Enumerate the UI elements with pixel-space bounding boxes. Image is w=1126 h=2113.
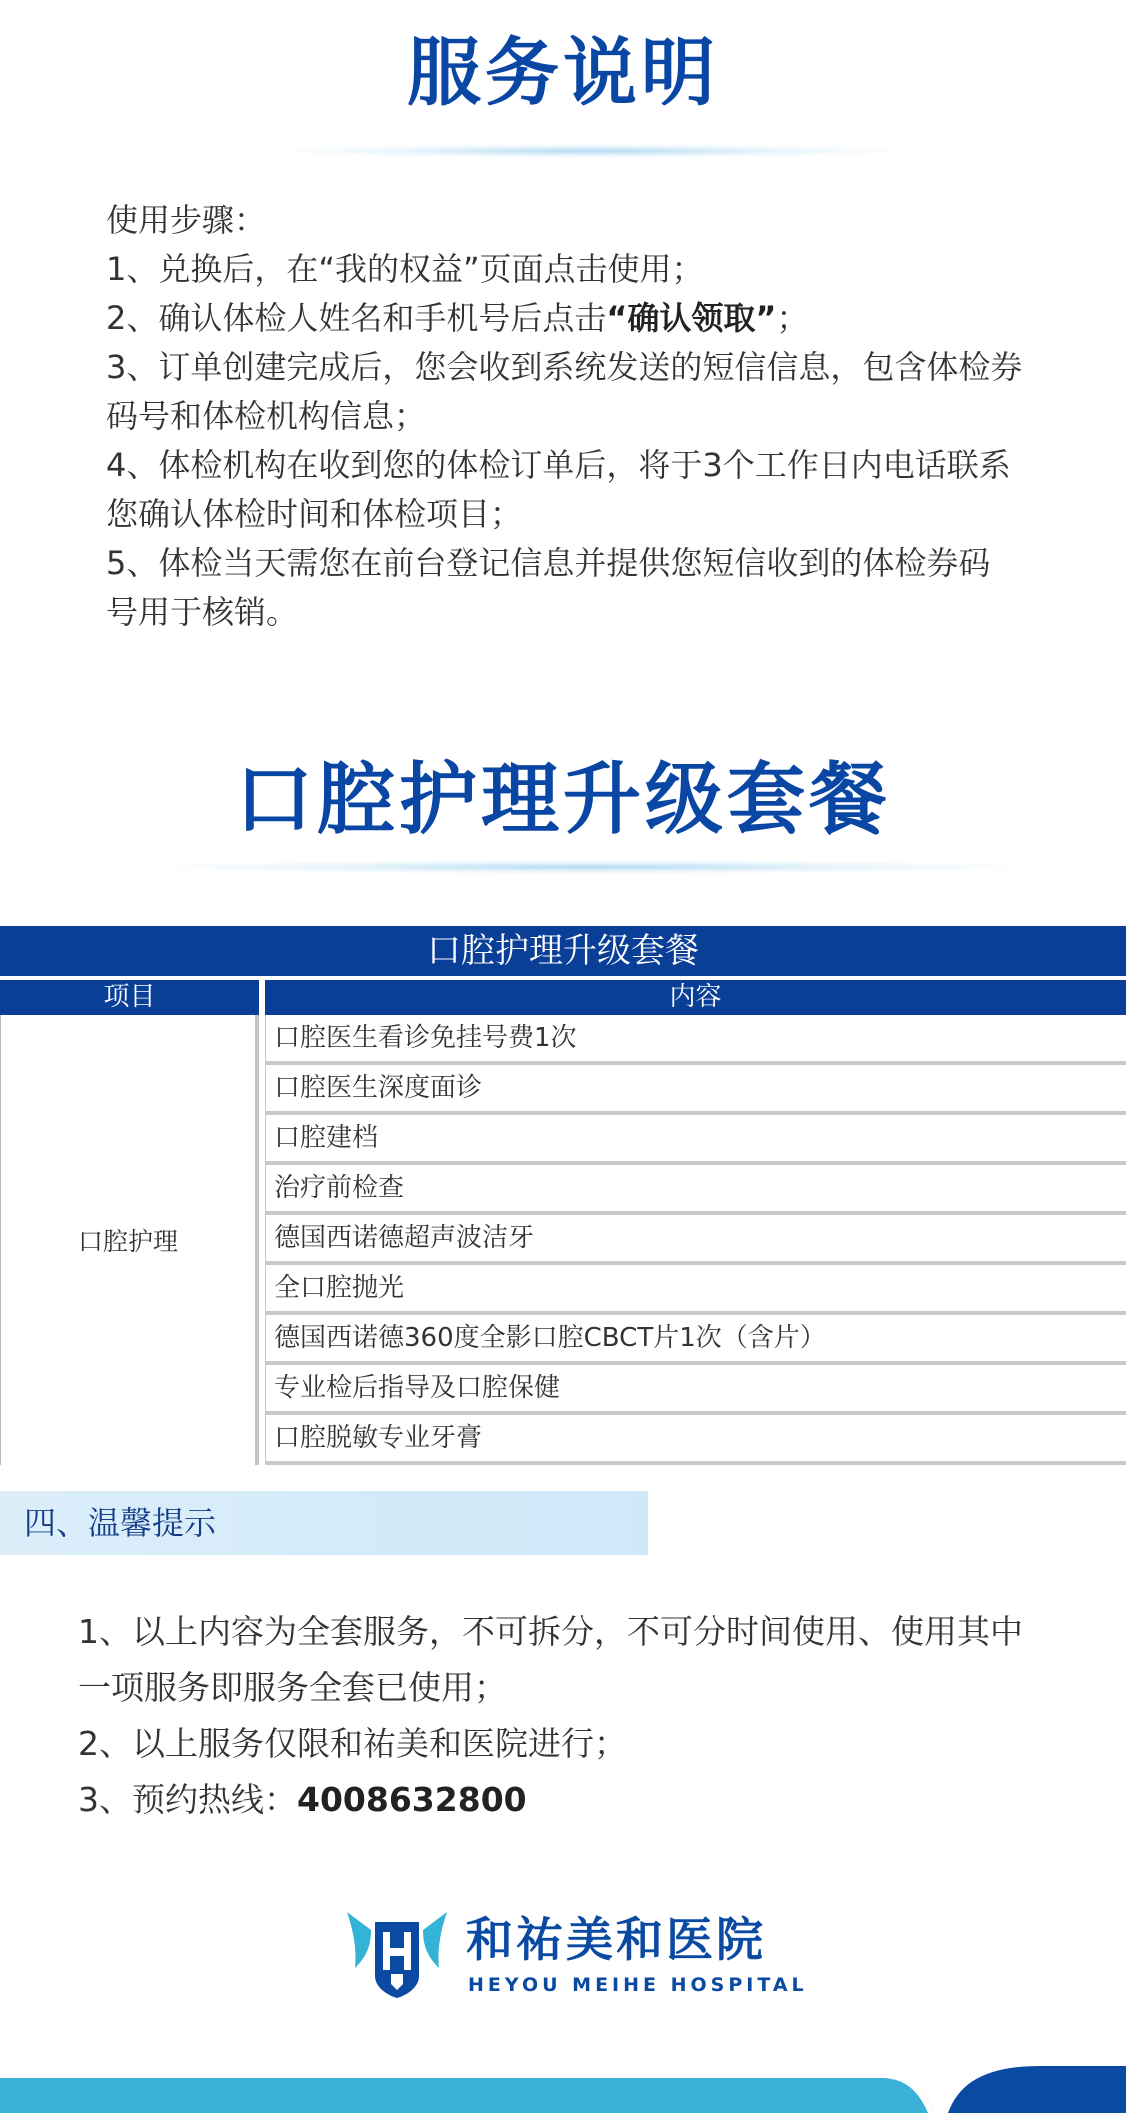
step-5-line-2: 号用于核销。 (106, 593, 299, 631)
table-row: 全口腔抛光 (265, 1265, 1126, 1315)
step-3-line-2: 码号和体检机构信息； (106, 397, 427, 435)
tip-3: 3、预约热线：4008632800 (78, 1780, 527, 1819)
step-3-line-1: 3、订单创建完成后，您会收到系统发送的短信信息，包含体检券 (106, 348, 1023, 386)
item-cell: 口腔护理 (0, 1015, 259, 1465)
hospital-logo-icon (345, 1908, 449, 2000)
table-row: 口腔脱敏专业牙膏 (265, 1415, 1126, 1465)
hotline-number: 4008632800 (297, 1780, 527, 1819)
confirm-claim-text: “确认领取” (606, 299, 777, 337)
footer-wave-decoration (0, 2050, 1126, 2113)
title-underline-glow (160, 860, 1020, 874)
usage-steps (106, 196, 1066, 637)
tip-2: 2、以上服务仅限和祐美和医院进行； (78, 1724, 627, 1763)
package-title: 口腔护理升级套餐 (234, 755, 891, 845)
step-5-line-1: 5、体检当天需您在前台登记信息并提供您短信收到的体检券码 (106, 544, 991, 582)
tips-list (78, 1604, 1078, 1828)
tip-1-line-2: 一项服务即服务全套已使用； (78, 1668, 507, 1707)
table-row: 口腔建档 (265, 1115, 1126, 1165)
table-body (0, 1015, 1126, 1465)
hospital-name-en: HEYOU MEIHE HOSPITAL (468, 1974, 808, 1996)
tip-1-line-1: 1、以上内容为全套服务，不可拆分，不可分时间使用、使用其中 (78, 1612, 1023, 1651)
step-1: 1、兑换后，在“我的权益”页面点击使用； (106, 250, 704, 288)
table-row: 口腔医生看诊免挂号费1次 (265, 1015, 1126, 1065)
column-header-content: 内容 (265, 980, 1126, 1015)
title-underline-glow (280, 144, 900, 158)
package-table (0, 926, 1126, 1465)
column-header-item: 项目 (0, 980, 259, 1015)
steps-heading: 使用步骤： (106, 201, 267, 239)
step-2: 2、确认体检人姓名和手机号后点击“确认领取”； (106, 299, 809, 337)
tips-heading: 四、温馨提示 (0, 1491, 648, 1555)
table-row: 专业检后指导及口腔保健 (265, 1365, 1126, 1415)
table-row: 治疗前检查 (265, 1165, 1126, 1215)
table-row: 德国西诺德超声波洁牙 (265, 1215, 1126, 1265)
step-4-line-2: 您确认体检时间和体检项目； (106, 495, 523, 533)
table-row: 口腔医生深度面诊 (265, 1065, 1126, 1115)
table-title: 口腔护理升级套餐 (0, 926, 1126, 980)
table-row: 德国西诺德360度全影口腔CBCT片1次（含片） (265, 1315, 1126, 1365)
hospital-name-cn: 和祐美和医院 (466, 1913, 766, 1968)
content-column (265, 1015, 1126, 1465)
step-4-line-1: 4、体检机构在收到您的体检订单后，将于3个工作日内电话联系 (106, 446, 1011, 484)
service-title: 服务说明 (407, 30, 719, 116)
table-header (0, 980, 1126, 1015)
